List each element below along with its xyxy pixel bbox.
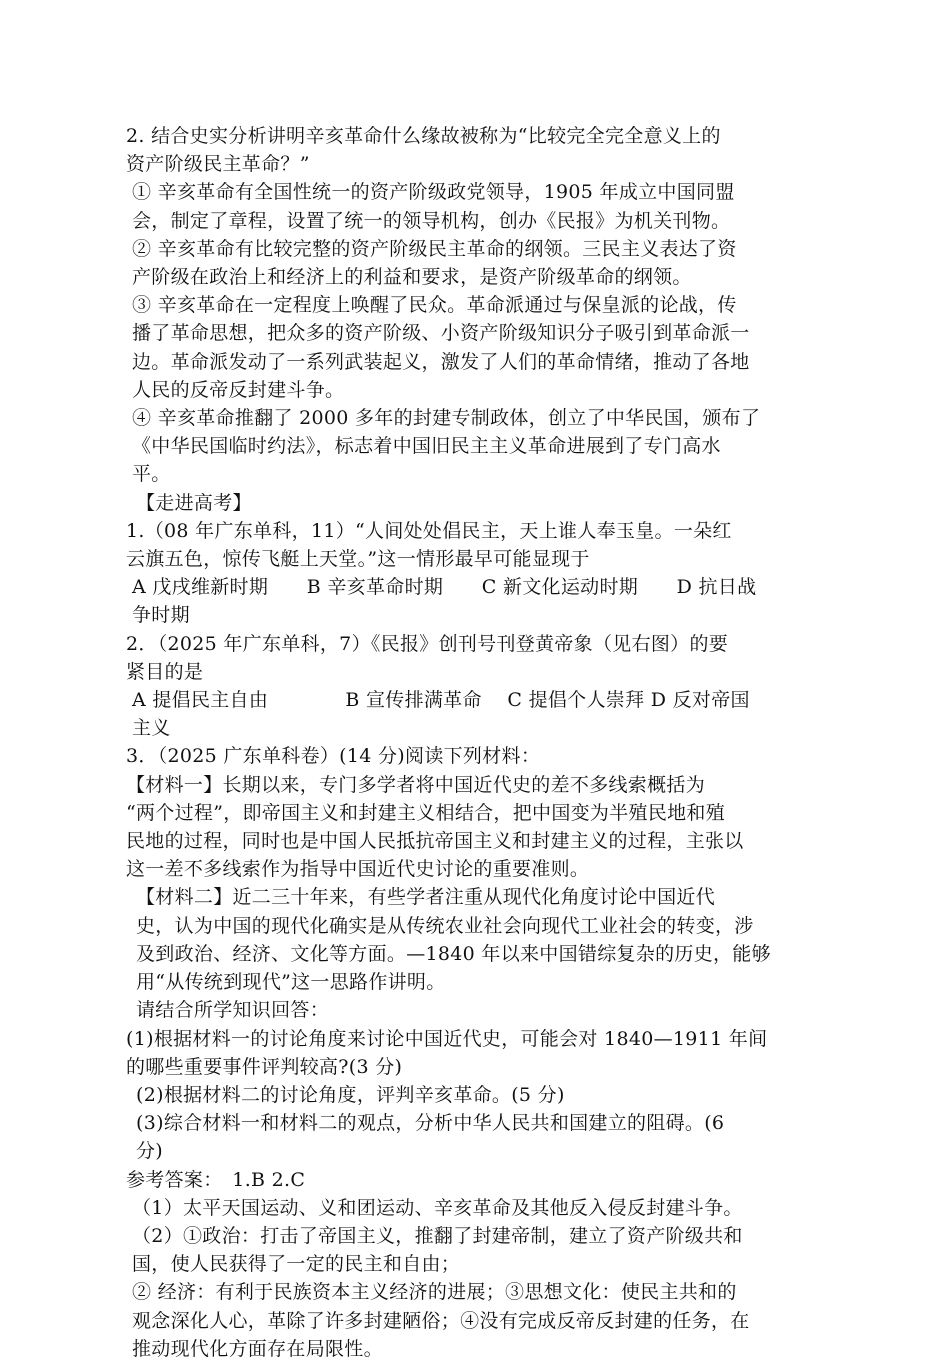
text-line: 会，制定了章程，设置了统一的领导机构，创办《民报》为机关刊物。	[132, 209, 731, 232]
text-line: 观念深化人心，革除了许多封建陋俗；④没有完成反帝反封建的任务，在	[132, 1309, 750, 1332]
text-line: ② 辛亥革命有比较完整的资产阶级民主革命的纲领。三民主义表达了资	[132, 237, 737, 260]
text-line: 国，使人民获得了一定的民主和自由；	[132, 1253, 461, 1276]
exam-question-3	[116, 742, 836, 770]
text-line: 1.（08 年广东单科，11）“人间处处倡民主，天上谁人奉玉皇。一朵红	[126, 519, 732, 542]
text-line: （1）太平天国运动、义和团运动、辛亥革命及其他反入侵反封建斗争。	[132, 1196, 743, 1219]
point-3	[116, 291, 836, 404]
text-line: (2)根据材料二的讨论角度，评判辛亥革命。(5 分)	[136, 1083, 565, 1106]
text-line: ① 辛亥革命有全国性统一的资产阶级政党领导，1905 年成立中国同盟	[132, 181, 735, 204]
exam-question-2	[116, 630, 836, 686]
answer-prompt	[116, 996, 836, 1024]
text-line: 【材料一】长期以来，专门多学者将中国近代史的差不多线索概括为	[126, 773, 706, 796]
text-line: 这一差不多线索作为指导中国近代史讨论的重要准则。	[126, 858, 590, 881]
text-line: 播了革命思想，把众多的资产阶级、小资产阶级知识分子吸引到革命派一	[132, 322, 750, 345]
text-line: 及到政治、经济、文化等方面。—1840 年以来中国错综复杂的历史，能够	[136, 942, 771, 965]
text-line: 边。革命派发动了一系列武装起义，激发了人们的革命情绪，推动了各地	[132, 350, 750, 373]
point-4	[116, 404, 836, 489]
text-line: “两个过程”，即帝国主义和封建主义相结合，把中国变为半殖民地和殖	[126, 801, 726, 824]
text-line: 请结合所学知识回答：	[136, 999, 330, 1022]
answer-2	[116, 1222, 836, 1278]
answer-key	[116, 1166, 836, 1194]
text-line: 【走进高考】	[136, 491, 252, 514]
text-line: 参考答案： 1.B 2.C	[126, 1168, 306, 1191]
material-2	[116, 883, 836, 996]
text-line: (1)根据材料一的讨论角度来讨论中国近代史，可能会对 1840—1911 年间	[126, 1027, 768, 1050]
text-line: 2. 结合史实分析讲明辛亥革命什么缘故被称为“比较完全完全意义上的	[126, 125, 721, 147]
text-line: 平。	[132, 463, 171, 486]
text-line: 用“从传统到现代”这一思路作讲明。	[136, 971, 446, 994]
text-line: （2）①政治：打击了帝国主义，推翻了封建帝制，建立了资产阶级共和	[132, 1224, 743, 1247]
text-line: 人民的反帝反封建斗争。	[132, 378, 345, 401]
text-line: 【材料二】近二三十年来，有些学者注重从现代化角度讨论中国近代	[136, 886, 716, 909]
text-line: 2．（2025 年广东单科，7）《民报》创刊号刊登黄帝象（见右图）的要	[126, 632, 729, 655]
sub-question-1	[116, 1025, 836, 1081]
answer-2-continued	[116, 1278, 836, 1363]
text-line: 《中华民国临时约法》，标志着中国旧民主主义革命进展到了专门高水	[132, 435, 721, 458]
text-line: 资产阶级民主革命？”	[126, 153, 310, 176]
point-2	[116, 235, 836, 291]
text-line: 紧目的是	[126, 660, 204, 683]
sub-question-3	[116, 1109, 836, 1165]
text-line: ② 经济：有利于民族资本主义经济的进展；③思想文化：使民主共和的	[132, 1281, 737, 1304]
exam-question-1	[116, 517, 836, 573]
text-line: 争时期	[132, 604, 190, 627]
answer-1	[116, 1194, 836, 1222]
text-line: 的哪些重要事件评判较高?(3 分)	[126, 1055, 403, 1078]
text-line: 3．（2025 广东单科卷）(14 分)阅读下列材料：	[126, 745, 541, 768]
text-line: A 提倡民主自由 B 宣传排满革命 C 提倡个人崇拜 D 反对帝国	[132, 689, 750, 712]
text-line: 主义	[132, 717, 171, 740]
text-line: A 戊戌维新时期 B 辛亥革命时期 C 新文化运动时期 D 抗日战	[132, 576, 757, 599]
text-line: 民地的过程，同时也是中国人民抵抗帝国主义和封建主义的过程，主张以	[126, 830, 744, 853]
exam-question-1-options	[116, 573, 836, 629]
text-line: 产阶级在政治上和经济上的利益和要求，是资产阶级革命的纲领。	[132, 266, 692, 289]
text-line: 推动现代化方面存在局限性。	[132, 1337, 383, 1360]
question-2-title	[116, 122, 836, 178]
document-page	[116, 122, 836, 1363]
section-heading	[116, 489, 836, 517]
sub-question-2	[116, 1081, 836, 1109]
point-1	[116, 178, 836, 234]
exam-question-2-options	[116, 686, 836, 742]
text-line: 分)	[136, 1140, 164, 1163]
material-1	[116, 771, 836, 884]
text-line: (3)综合材料一和材料二的观点，分析中华人民共和国建立的阻碍。(6	[136, 1112, 725, 1135]
text-line: ③ 辛亥革命在一定程度上唤醒了民众。革命派通过与保皇派的论战，传	[132, 294, 737, 317]
text-line: 云旗五色，惊传飞艇上天堂。”这一情形最早可能显现于	[126, 548, 590, 571]
text-line: 史，认为中国的现代化确实是从传统农业社会向现代工业社会的转变，涉	[136, 914, 754, 937]
text-line: ④ 辛亥革命推翻了 2000 多年的封建专制政体，创立了中华民国，颁布了	[132, 407, 761, 430]
